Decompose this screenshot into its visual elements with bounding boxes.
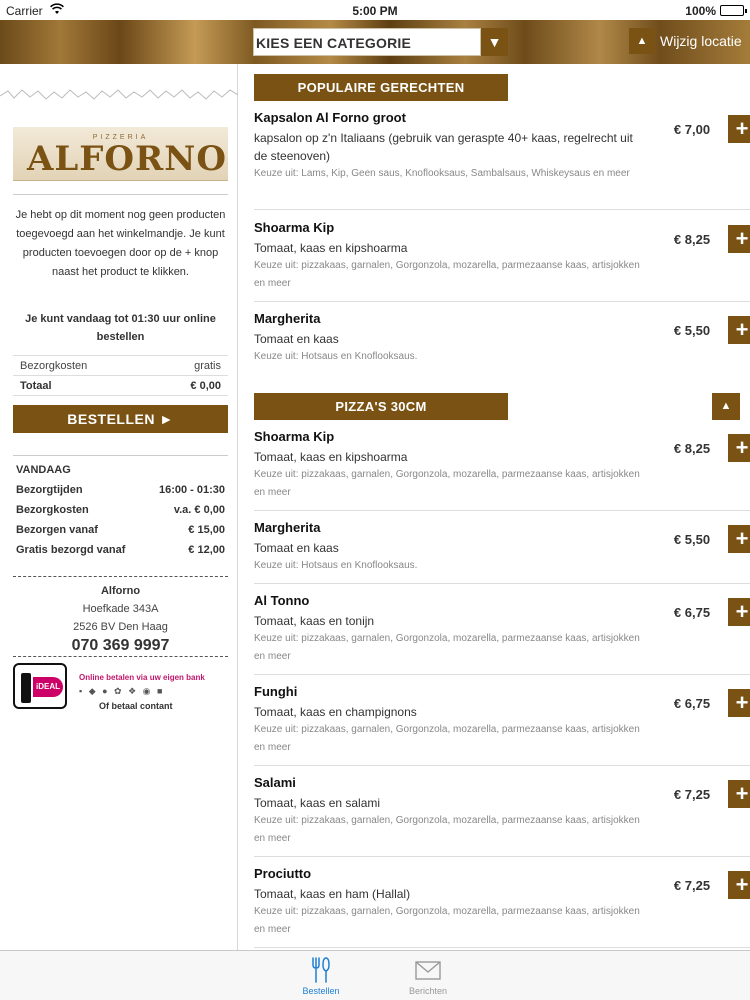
- section-header-pizzas: PIZZA'S 30CM: [254, 393, 508, 420]
- item-description: kapsalon op z'n Italiaans (gebruik van geraspte 40+ kaas, regelrecht uit de steenoven): [254, 131, 633, 163]
- item-name: Salami: [254, 775, 296, 790]
- info-value: € 15,00: [188, 524, 225, 536]
- plus-icon: +: [735, 435, 749, 460]
- menu-item: [254, 220, 750, 302]
- add-to-cart-button[interactable]: [728, 871, 750, 899]
- item-name: Margherita: [254, 311, 321, 326]
- order-until-message: Je kunt vandaag tot 01:30 uur online bestellen: [25, 313, 216, 343]
- today-title: VANDAAG: [16, 464, 71, 476]
- menu-item: [254, 311, 750, 371]
- item-options: Keuze uit: pizzakaas, garnalen, Gorgonzola, mozarella, parmezaanse kaas, artisjokken en meer: [254, 906, 640, 935]
- tab-berichten[interactable]: [393, 957, 463, 996]
- item-options: Keuze uit: pizzakaas, garnalen, Gorgonzola, mozarella, parmezaanse kaas, artisjokken en meer: [254, 260, 640, 289]
- item-name: Al Tonno: [254, 593, 310, 608]
- plus-icon: +: [735, 526, 749, 551]
- item-name: Prociutto: [254, 866, 312, 881]
- triangle-up-icon: ▲: [636, 35, 648, 47]
- restaurant-name: Alforno: [100, 585, 141, 597]
- phone-number[interactable]: 070 369 9997: [71, 637, 170, 654]
- item-description: Tomaat, kaas en tonijn: [254, 614, 375, 628]
- item-options: Keuze uit: pizzakaas, garnalen, Gorgonzola, mozarella, parmezaanse kaas, artisjokken en meer: [254, 815, 640, 844]
- info-label: Bezorgkosten: [16, 504, 89, 516]
- plus-icon: +: [735, 317, 749, 342]
- item-name: Kapsalon Al Forno groot: [254, 110, 406, 125]
- item-price: € 8,25: [673, 441, 711, 456]
- restaurant-address: [13, 576, 228, 656]
- section-header-popular: POPULAIRE GERECHTEN: [254, 74, 508, 101]
- add-to-cart-button[interactable]: [728, 316, 750, 344]
- item-name: Shoarma Kip: [254, 220, 335, 235]
- item-options: Keuze uit: Lams, Kip, Geen saus, Knoflooksaus, Sambalsaus, Whiskeysaus en meer: [254, 168, 630, 179]
- header-bar: [0, 20, 750, 64]
- tab-bar: [0, 950, 750, 1000]
- plus-icon: +: [735, 690, 749, 715]
- item-description: Tomaat, kaas en salami: [254, 796, 381, 810]
- item-description: Tomaat en kaas: [254, 541, 339, 555]
- menu-item: [254, 684, 750, 766]
- item-price: € 7,25: [673, 878, 711, 893]
- info-label: Gratis bezorgd vanaf: [16, 544, 126, 556]
- bank-logos-icon: ▪ ◆ ● ✿ ❖ ◉ ■: [79, 686, 165, 696]
- change-location-link[interactable]: Wijzig locatie: [660, 33, 742, 49]
- plus-icon: +: [735, 599, 749, 624]
- item-price: € 7,00: [673, 122, 711, 137]
- tab-bestellen[interactable]: [286, 957, 356, 996]
- info-row: [13, 480, 228, 500]
- item-description: Tomaat, kaas en kipshoarma: [254, 241, 408, 255]
- add-to-cart-button[interactable]: [728, 525, 750, 553]
- item-name: Margherita: [254, 520, 321, 535]
- item-price: € 7,25: [673, 787, 711, 802]
- menu-item: [254, 593, 750, 675]
- item-description: Tomaat, kaas en kipshoarma: [254, 450, 408, 464]
- battery-percentage: 100%: [685, 4, 716, 18]
- item-options: Keuze uit: pizzakaas, garnalen, Gorgonzola, mozarella, parmezaanse kaas, artisjokken en meer: [254, 469, 640, 498]
- envelope-icon: [415, 960, 441, 982]
- logo-title: ALFORNO: [27, 139, 227, 179]
- restaurant-logo: [13, 127, 228, 181]
- collapse-section-button[interactable]: [712, 393, 740, 420]
- delivery-fee-row: [13, 356, 228, 376]
- cutlery-icon: [310, 957, 332, 983]
- order-button[interactable]: BESTELLEN ►: [13, 405, 228, 433]
- delivery-fee-label: Bezorgkosten: [20, 360, 88, 372]
- item-description: Tomaat en kaas: [254, 332, 339, 346]
- item-options: Keuze uit: Hotsaus en Knoflooksaus.: [254, 560, 418, 571]
- item-options: Keuze uit: pizzakaas, garnalen, Gorgonzola, mozarella, parmezaanse kaas, artisjokken en meer: [254, 633, 640, 662]
- info-value: v.a. € 0,00: [173, 504, 225, 516]
- plus-icon: +: [735, 226, 749, 251]
- delivery-fee-value: gratis: [194, 360, 221, 372]
- divider: [13, 194, 228, 195]
- battery-icon: [720, 5, 744, 16]
- plus-icon: +: [735, 872, 749, 897]
- triangle-down-icon: ▼: [487, 34, 502, 50]
- menu-item: [254, 866, 750, 948]
- item-price: € 6,75: [673, 605, 711, 620]
- info-row: [13, 520, 228, 540]
- status-bar: [0, 0, 750, 20]
- info-value: € 12,00: [188, 544, 225, 556]
- category-select[interactable]: KIES EEN CATEGORIE: [253, 28, 481, 56]
- add-to-cart-button[interactable]: [728, 434, 750, 462]
- change-location-button[interactable]: [629, 28, 655, 54]
- item-price: € 5,50: [673, 532, 711, 547]
- item-price: € 6,75: [673, 696, 711, 711]
- add-to-cart-button[interactable]: [728, 115, 750, 143]
- online-payment-text: Online betalen via uw eigen bank: [79, 673, 205, 682]
- item-price: € 5,50: [673, 323, 711, 338]
- info-row: [13, 500, 228, 520]
- menu-item: [254, 110, 750, 210]
- item-options: Keuze uit: Hotsaus en Knoflooksaus.: [254, 351, 418, 362]
- category-dropdown-button[interactable]: [481, 28, 508, 56]
- address-city: 2526 BV Den Haag: [73, 621, 168, 633]
- logo-subtitle: PIZZERIA: [92, 134, 149, 141]
- cash-payment-text: Of betaal contant: [99, 701, 173, 711]
- torn-paper-edge: [0, 64, 238, 104]
- info-label: Bezorgen vanaf: [16, 524, 98, 536]
- today-info: [13, 455, 228, 560]
- tab-label: Berichten: [408, 986, 448, 996]
- item-description: Tomaat, kaas en champignons: [254, 705, 417, 719]
- carrier-label: Carrier: [6, 4, 43, 18]
- total-value: € 0,00: [190, 380, 221, 392]
- cart-sidebar: [0, 64, 238, 950]
- item-options: Keuze uit: pizzakaas, garnalen, Gorgonzola, mozarella, parmezaanse kaas, artisjokken en meer: [254, 724, 640, 753]
- total-row: [13, 376, 228, 396]
- menu-item: [254, 775, 750, 857]
- menu-item: [254, 429, 750, 511]
- item-name: Funghi: [254, 684, 298, 699]
- tab-label: Bestellen: [302, 986, 340, 996]
- item-name: Shoarma Kip: [254, 429, 335, 444]
- item-price: € 8,25: [673, 232, 711, 247]
- info-row: [13, 540, 228, 560]
- menu-list: [238, 64, 750, 950]
- add-to-cart-button[interactable]: [728, 598, 750, 626]
- payment-info: [13, 656, 228, 712]
- add-to-cart-button[interactable]: [728, 225, 750, 253]
- info-value: 16:00 - 01:30: [158, 484, 225, 496]
- ideal-logo-icon: iDEAL: [13, 663, 67, 709]
- add-to-cart-button[interactable]: [728, 780, 750, 808]
- address-street: Hoefkade 343A: [82, 603, 159, 615]
- menu-item: [254, 520, 750, 584]
- triangle-up-icon: ▲: [720, 400, 732, 412]
- item-description: Tomaat, kaas en ham (Hallal): [254, 887, 411, 901]
- plus-icon: +: [735, 781, 749, 806]
- plus-icon: +: [735, 116, 749, 141]
- add-to-cart-button[interactable]: [728, 689, 750, 717]
- info-label: Bezorgtijden: [16, 484, 83, 496]
- total-label: Totaal: [20, 380, 52, 392]
- cart-summary: [13, 355, 228, 396]
- empty-cart-message: Je hebt op dit moment nog geen producten toegevoegd aan het winkelmandje. Je kunt producten toevoegen door op de + knop naast het product te klikken.: [15, 209, 226, 278]
- clock: 5:00 PM: [352, 4, 398, 18]
